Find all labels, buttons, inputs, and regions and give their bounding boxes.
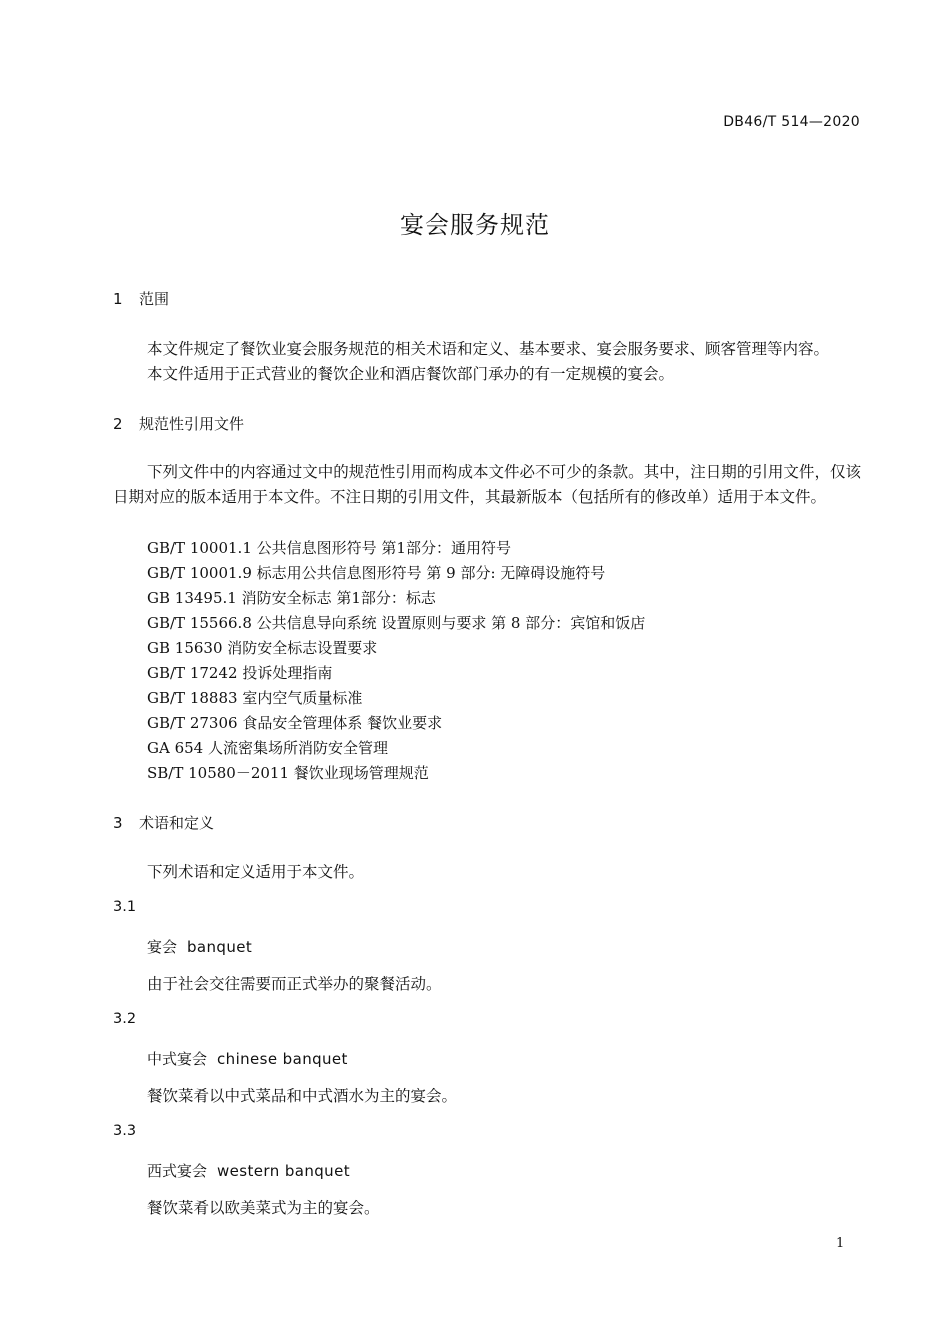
section-heading-references bbox=[113, 413, 244, 434]
page-number: 1 bbox=[836, 1236, 845, 1251]
reference-item: GB 15630 消防安全标志设置要求 bbox=[147, 639, 378, 657]
section-title: 范围 bbox=[139, 290, 170, 308]
reference-item: GA 654 人流密集场所消防安全管理 bbox=[147, 739, 388, 757]
document-code: DB46/T 514—2020 bbox=[723, 114, 860, 130]
term-en: chinese banquet bbox=[217, 1050, 348, 1068]
term-en: western banquet bbox=[217, 1162, 350, 1180]
section-number: 3 bbox=[113, 814, 123, 832]
paragraph: 本文件规定了餐饮业宴会服务规范的相关术语和定义、基本要求、宴会服务要求、顾客管理等内容。 bbox=[147, 340, 830, 358]
reference-item: GB/T 15566.8 公共信息导向系统 设置原则与要求 第 8 部分：宾馆和饭店 bbox=[147, 614, 646, 632]
term-zh: 宴会 bbox=[147, 938, 178, 956]
section-heading-scope bbox=[113, 288, 169, 309]
paragraph: 下列文件中的内容通过文中的规范性引用而构成本文件必不可少的条款。其中，注日期的引用文件，仅该日期对应的版本适用于本文件。不注日期的引用文件，其最新版本（包括所有的修改单）适用于本文件。 bbox=[113, 463, 861, 506]
paragraph: 下列术语和定义适用于本文件。 bbox=[147, 863, 365, 881]
term-number: 3.1 bbox=[113, 899, 137, 915]
section-number: 1 bbox=[113, 290, 123, 308]
reference-item: GB/T 18883 室内空气质量标准 bbox=[147, 689, 363, 707]
page-title: 宴会服务规范 bbox=[400, 211, 550, 239]
paragraph: 本文件适用于正式营业的餐饮企业和酒店餐饮部门承办的有一定规模的宴会。 bbox=[147, 365, 675, 383]
term-zh: 西式宴会 bbox=[147, 1162, 208, 1180]
reference-item: SB/T 10580－2011 餐饮业现场管理规范 bbox=[147, 764, 429, 782]
section-number: 2 bbox=[113, 415, 123, 433]
reference-item: GB 13495.1 消防安全标志 第1部分：标志 bbox=[147, 589, 436, 607]
section-title: 规范性引用文件 bbox=[139, 415, 245, 433]
reference-item: GB/T 27306 食品安全管理体系 餐饮业要求 bbox=[147, 714, 443, 732]
section-heading-terms bbox=[113, 812, 214, 833]
term-number: 3.3 bbox=[113, 1123, 137, 1139]
term-definition: 由于社会交往需要而正式举办的聚餐活动。 bbox=[147, 975, 442, 993]
term-definition: 餐饮菜肴以欧美菜式为主的宴会。 bbox=[147, 1199, 380, 1217]
reference-item: GB/T 10001.9 标志用公共信息图形符号 第 9 部分: 无障碍设施符号 bbox=[147, 564, 606, 582]
term-title bbox=[147, 1160, 350, 1181]
term-definition: 餐饮菜肴以中式菜品和中式酒水为主的宴会。 bbox=[147, 1087, 458, 1105]
term-title bbox=[147, 936, 252, 957]
reference-item: GB/T 10001.1 公共信息图形符号 第1部分：通用符号 bbox=[147, 539, 511, 557]
section-title: 术语和定义 bbox=[139, 814, 215, 832]
term-zh: 中式宴会 bbox=[147, 1050, 208, 1068]
reference-item: GB/T 17242 投诉处理指南 bbox=[147, 664, 333, 682]
term-title bbox=[147, 1048, 348, 1069]
term-en: banquet bbox=[187, 938, 253, 956]
term-number: 3.2 bbox=[113, 1011, 137, 1027]
